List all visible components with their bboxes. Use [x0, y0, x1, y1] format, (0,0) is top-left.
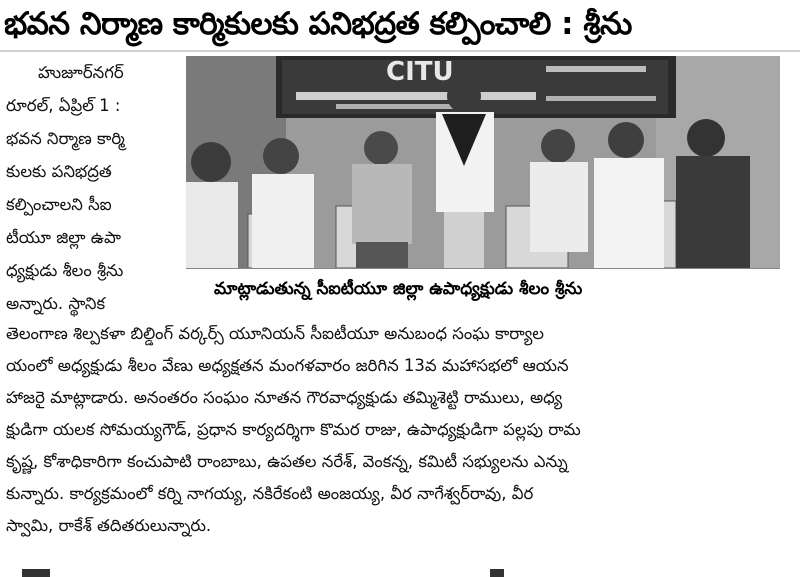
body-line: కృష్ణ, కోశాధికారిగా కంచుపాటి రాంబాబు, ఉపతల నరేశ్, వెంకన్న, కమిటీ సభ్యులను ఎన్ను: [6, 452, 568, 471]
body-line: స్వామి, రాకేశ్ తదితరులున్నారు.: [6, 516, 212, 535]
intro-line: రూరల్, ఏప్రిల్ 1 :: [6, 96, 121, 115]
body-line: యంలో అధ్యక్షుడు శీలం వేణు అధ్యక్షతన మంగళవారం జరిగిన 13వ మహాసభలో ఆయన: [6, 356, 569, 375]
body-line: హాజరై మాట్లాడారు. అనంతరం సంఘం నూతన గౌరవాధ్యక్షుడు తమ్మిశెట్టి రాములు, అధ్య: [6, 388, 563, 407]
photo-caption: మాట్లాడుతున్న సీఐటీయూ జిల్లా ఉపాధ్యక్షుడు శీలం శ్రీను: [214, 279, 583, 299]
article-intro-column: [6, 56, 186, 320]
banner-citu-text: CITU: [386, 57, 454, 87]
intro-line: కల్పించాలని సీఐ: [6, 195, 112, 214]
body-line: క్షుడిగా యలక సోమయ్యగౌడ్, ప్రధాన కార్యదర్శిగా కొమర రాజు, ఉపాధ్యక్షుడిగా పల్లపు రామ: [6, 420, 581, 439]
meeting-photo-illustration: [186, 56, 780, 268]
news-photo: [186, 56, 780, 268]
fragment-mark: [490, 569, 504, 577]
intro-line: టీయూ జిల్లా ఉపా: [6, 228, 121, 247]
article-body: [6, 318, 786, 542]
dateline-line: హుజూర్‌నగర్: [38, 63, 124, 82]
intro-line: అన్నారు. స్థానిక: [6, 294, 106, 313]
body-line: తెలంగాణ శిల్పకళా బిల్డింగ్ వర్కర్స్ యూనియన్ సీఐటీయూ అనుబంధ సంఘ కార్యాల: [6, 324, 544, 343]
fragment-mark: [22, 569, 50, 577]
next-article-fragment: [0, 560, 800, 577]
intro-line: భవన నిర్మాణ కార్మి: [6, 129, 125, 148]
photo-caption-box: [186, 268, 780, 309]
intro-line: కులకు పనిభద్రత: [6, 162, 112, 181]
intro-line: ధ్యక్షుడు శీలం శ్రీను: [6, 261, 124, 280]
headline-divider: [0, 50, 800, 52]
body-line: కున్నారు. కార్యక్రమంలో కర్ని నాగయ్య, నకిరేకంటి అంజయ్య, వీర నాగేశ్వర్‌రావు, వీర: [6, 484, 534, 503]
article-headline: భవన నిర్మాణ కార్మికులకు పనిభద్రత కల్పించాలి : శ్రీను: [4, 6, 632, 42]
